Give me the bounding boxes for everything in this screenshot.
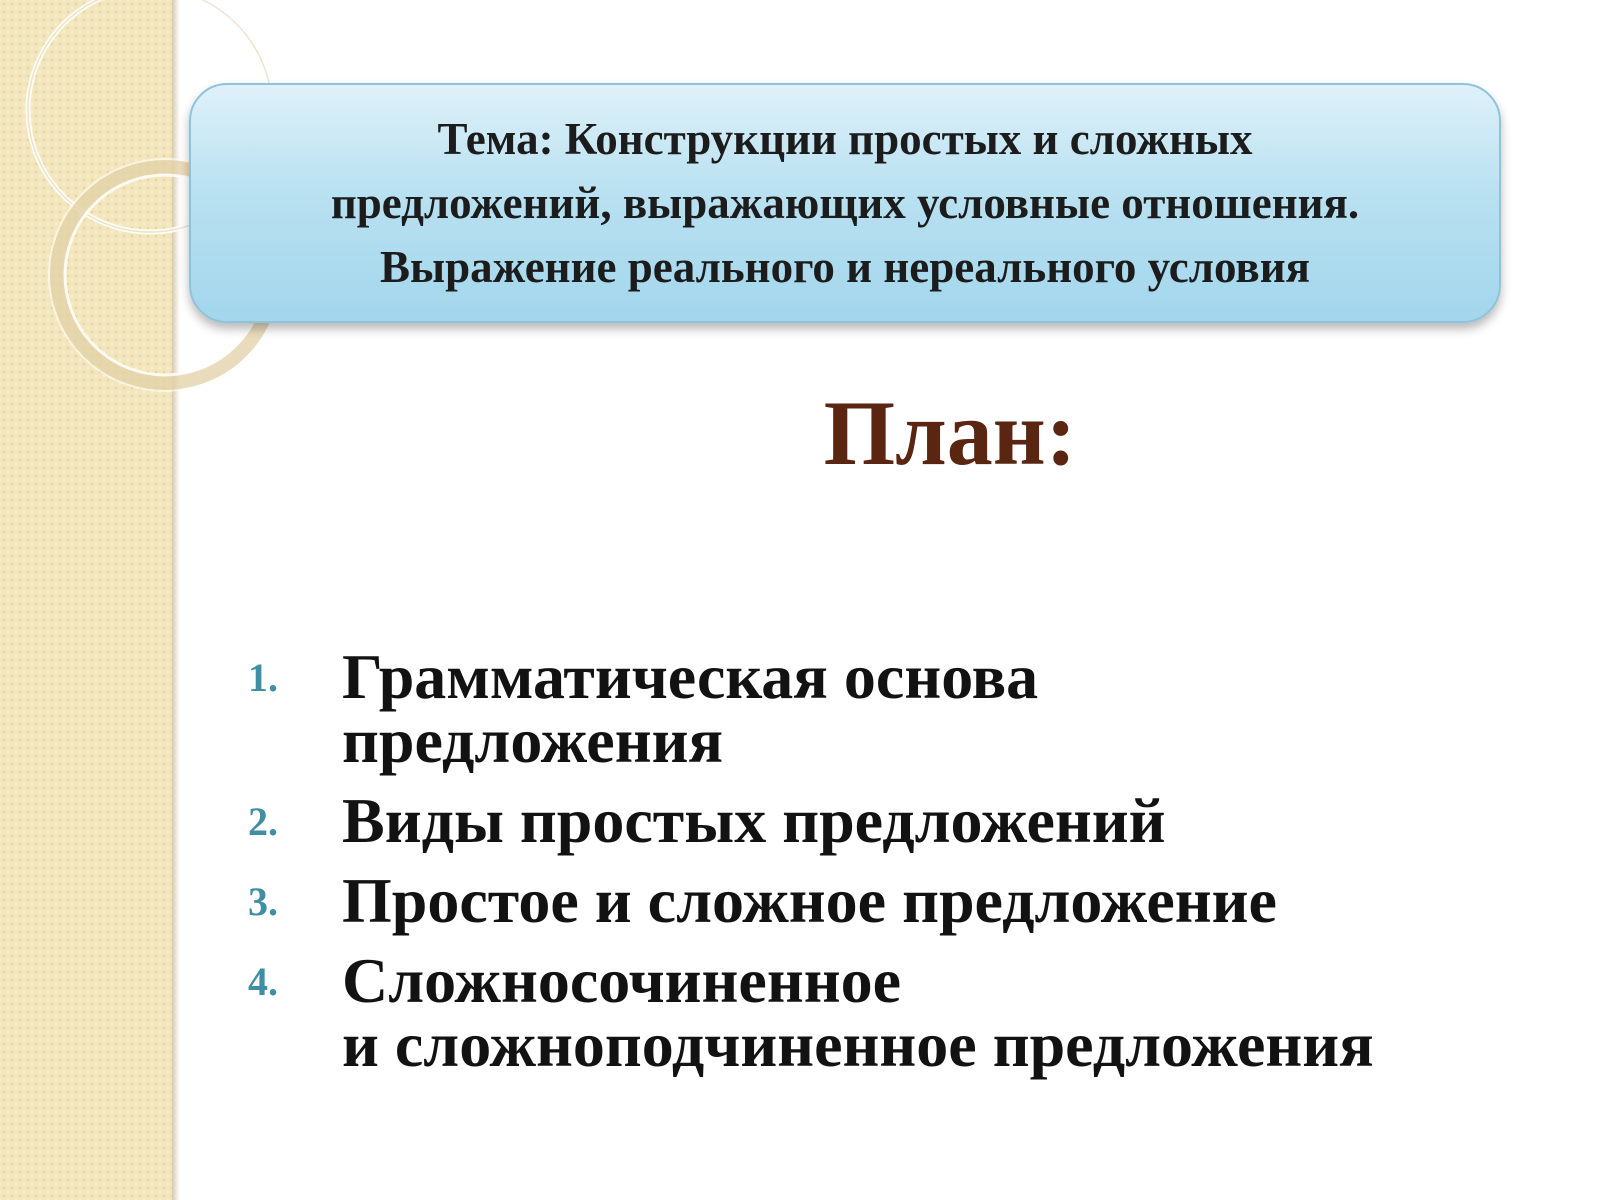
- plan-list: [248, 641, 1568, 1093]
- plan-item-text: Сложносочиненное и сложноподчиненное предложения: [342, 945, 1374, 1080]
- plan-item-text: Грамматическая основа предложения: [342, 641, 1039, 776]
- plan-item-number: 2.: [248, 799, 278, 844]
- plan-item-text: Простое и сложное предложение: [342, 865, 1277, 936]
- plan-heading: План:: [823, 382, 1077, 484]
- topic-title: Тема: Конструкции простых и сложных предложений, выражающих условные отношения. Выражение реального и нереального условия: [330, 114, 1360, 292]
- plan-item-1: [248, 641, 1568, 776]
- plan-item-3: [248, 865, 1568, 936]
- plan-item-4: [248, 945, 1568, 1080]
- plan-item-number: 3.: [248, 879, 278, 924]
- plan-item-number: 1.: [248, 655, 278, 700]
- plan-item-text: Виды простых предложений: [342, 785, 1166, 856]
- topic-title-box: [189, 83, 1501, 323]
- plan-item-2: [248, 785, 1568, 856]
- plan-item-number: 4.: [248, 959, 278, 1004]
